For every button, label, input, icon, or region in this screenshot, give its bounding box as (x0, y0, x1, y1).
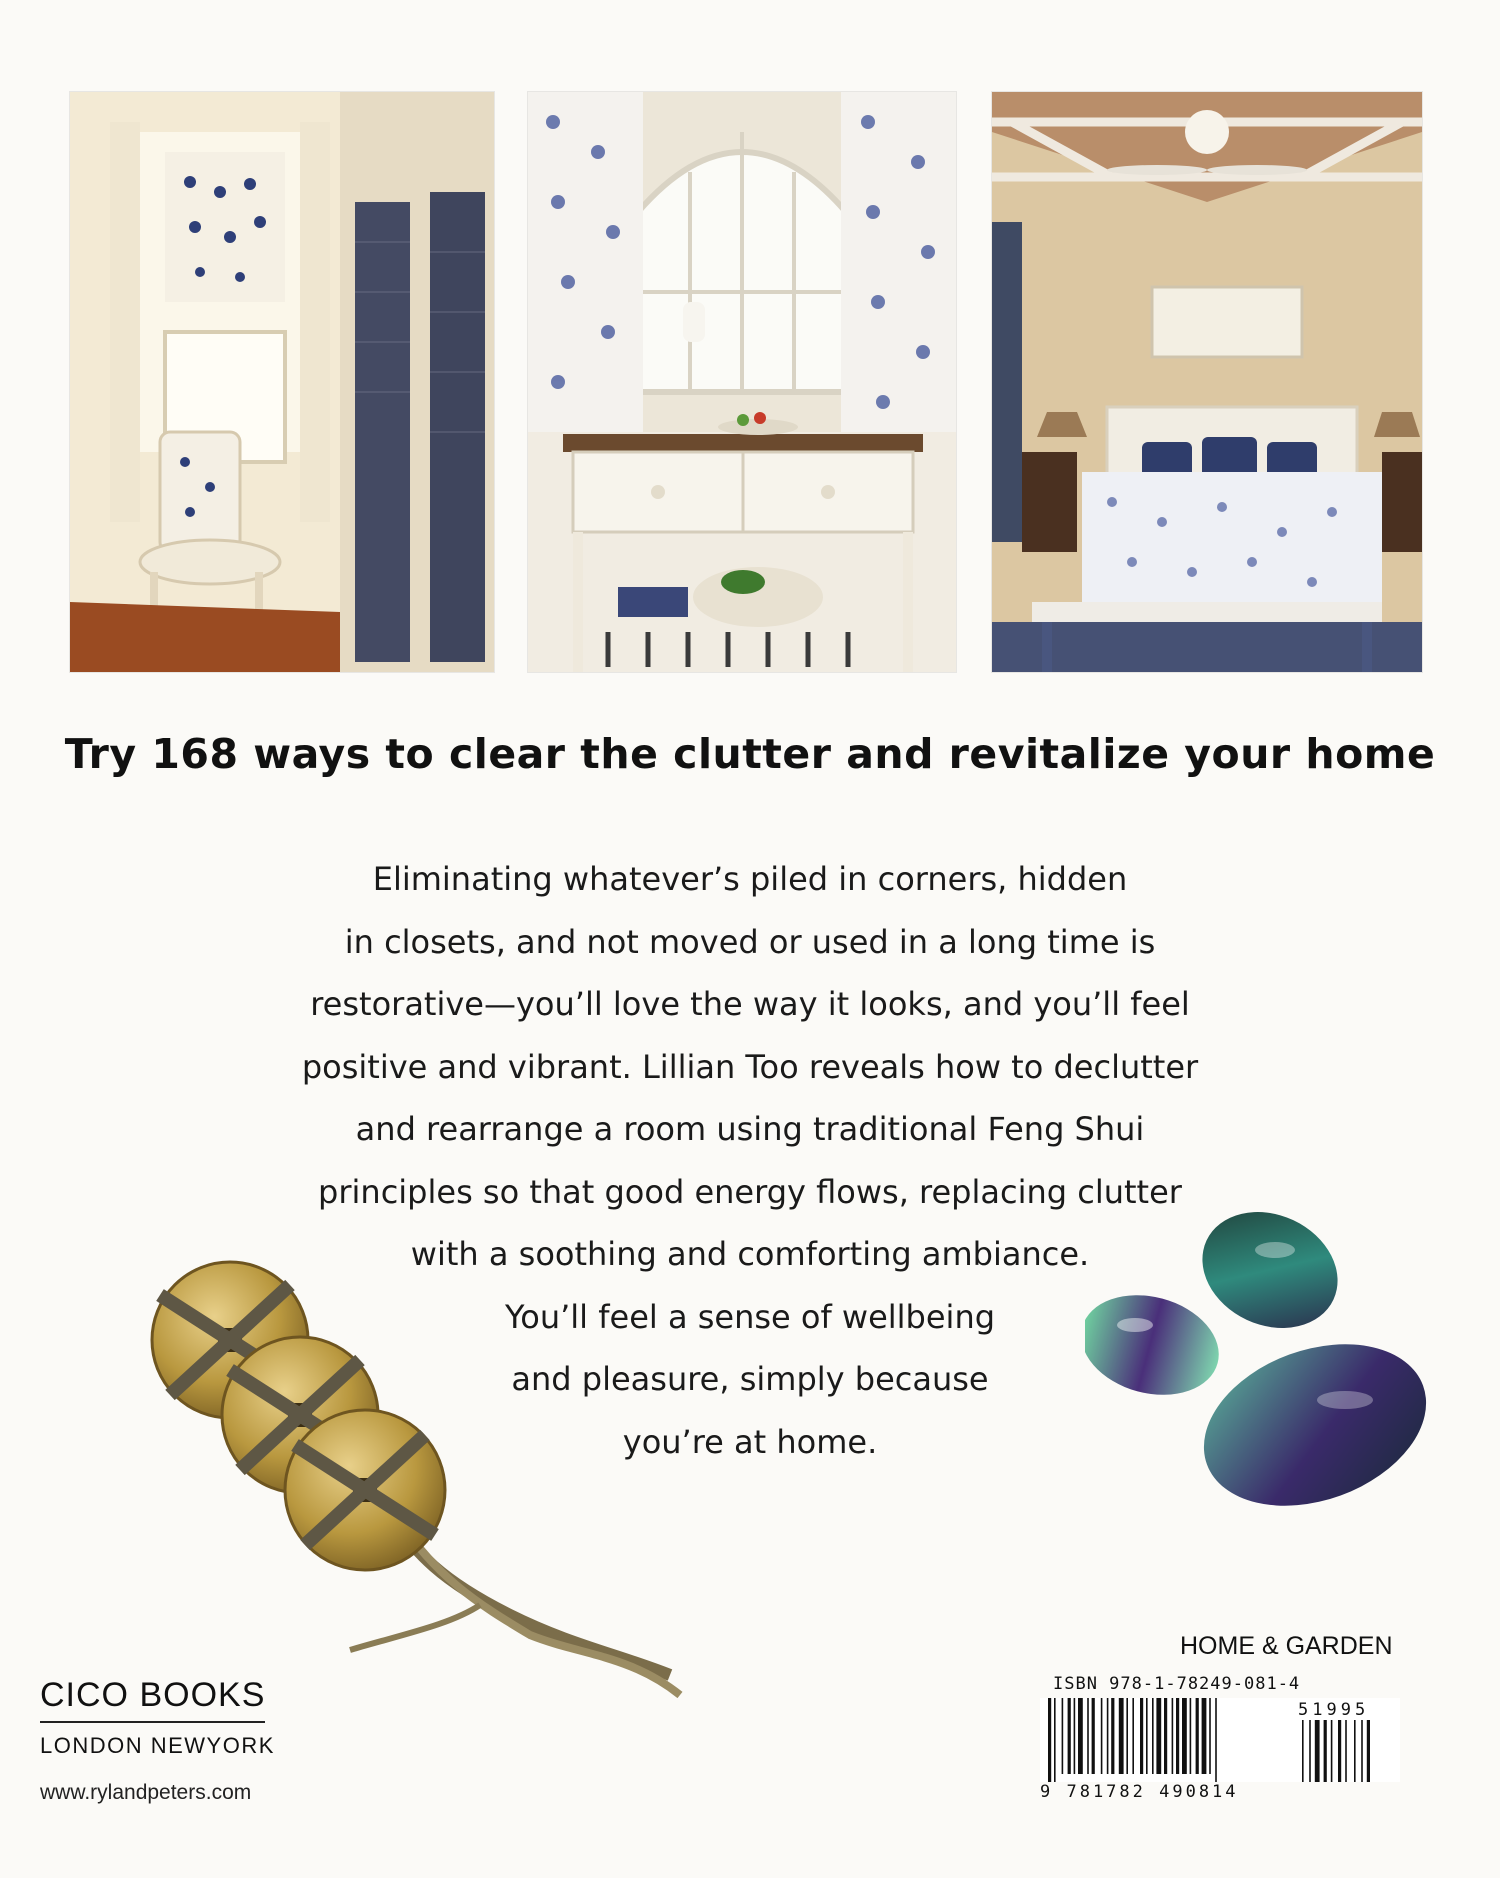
barcode-bar (1331, 1720, 1333, 1782)
photo-window-chair (70, 92, 494, 672)
blurb-line: with a soothing and comforting ambiance. (410, 1235, 1090, 1273)
isbn-text: ISBN 978-1-78249-081-4 (1053, 1674, 1301, 1694)
barcode-bar (1164, 1698, 1167, 1774)
barcode-bar (1132, 1698, 1134, 1774)
barcode-bar (1152, 1698, 1154, 1774)
blurb-line: in closets, and not moved or used in a long time is (344, 922, 1156, 961)
publisher-name: CICO BOOKS (40, 1676, 265, 1723)
photo-bedroom (992, 92, 1422, 672)
photo-window-sideboard (528, 92, 956, 672)
barcode-bar (1101, 1698, 1103, 1774)
blurb-line: and rearrange a room using traditional Feng Shui (355, 1110, 1145, 1148)
chinese-coins-icon (150, 1255, 730, 1715)
barcode-bar (1324, 1720, 1327, 1782)
barcode-bar (1202, 1698, 1207, 1774)
barcode-bar (1068, 1698, 1071, 1774)
barcode-bar (1107, 1698, 1109, 1774)
blurb-line: and pleasure, simply because (511, 1360, 989, 1398)
barcode-bar (1338, 1720, 1341, 1782)
barcode-bar (1367, 1720, 1370, 1782)
publisher-url: www.rylandpeters.com (40, 1781, 252, 1804)
barcode-bar (1172, 1698, 1174, 1774)
blurb-line: restorative—you’ll love the way it looks, and you’ll feel (310, 985, 1190, 1023)
barcode-bar (1087, 1698, 1089, 1774)
barcode-bar (1176, 1698, 1179, 1774)
barcode-bar (1054, 1698, 1056, 1782)
blurb-line: Eliminating whatever’s piled in corners, hidden (372, 860, 1128, 898)
barcode-bar (1048, 1698, 1051, 1782)
blurb-line: You’ll feel a sense of wellbeing (504, 1297, 996, 1336)
barcode-digits: 9 781782 490814 (1040, 1782, 1239, 1802)
barcode-bar (1140, 1698, 1143, 1774)
publisher-cities: LONDON NEWYORK (40, 1733, 275, 1758)
category-label: HOME & GARDEN (1180, 1632, 1393, 1660)
price-code: 51995 (1298, 1700, 1370, 1720)
barcode-bar (1345, 1720, 1347, 1782)
barcode-bar (1361, 1720, 1363, 1782)
blurb-line: positive and vibrant. Lillian Too reveals how to declutter (301, 1047, 1199, 1086)
barcode-bar (1190, 1698, 1192, 1774)
blurb-line: principles so that good energy flows, replacing clutter (318, 1172, 1182, 1211)
publisher-block (40, 1676, 275, 1805)
barcode-bar (1078, 1698, 1083, 1774)
barcode-bar (1182, 1698, 1187, 1774)
barcode-bar (1092, 1698, 1095, 1774)
blurb-line: you’re at home. (622, 1422, 878, 1461)
barcode-bar (1196, 1698, 1199, 1774)
barcode-bar (1309, 1720, 1311, 1782)
barcode-bar (1215, 1698, 1217, 1782)
barcode-bar (1302, 1720, 1304, 1782)
barcode-bar (1062, 1698, 1064, 1774)
barcode-bar (1156, 1698, 1161, 1774)
barcode-bar (1111, 1698, 1114, 1774)
barcode-bar (1209, 1698, 1211, 1774)
barcode-bar (1146, 1698, 1148, 1774)
barcode-bar (1315, 1720, 1320, 1782)
barcode-bar (1119, 1698, 1124, 1774)
barcode-bar (1354, 1720, 1356, 1782)
tagline-headline: Try 168 ways to clear the clutter and revitalize your home (64, 730, 1436, 778)
barcode-bar (1126, 1698, 1128, 1774)
fluorite-stones-icon (1085, 1200, 1455, 1530)
barcode-bar (1074, 1698, 1076, 1774)
